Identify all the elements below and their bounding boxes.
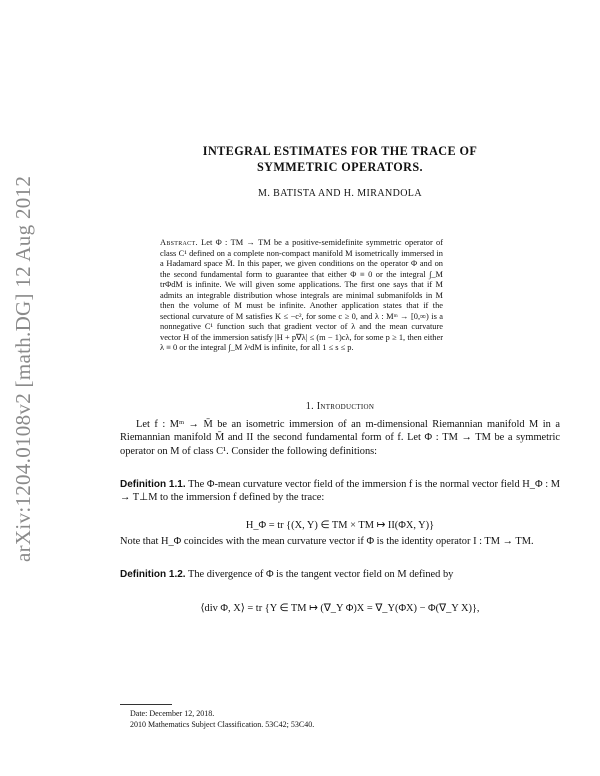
section-title: Introduction — [316, 401, 375, 412]
definition-1-1 — [120, 478, 560, 505]
footnote-divider — [120, 704, 172, 705]
section-heading-introduction — [120, 401, 560, 412]
definition-1-2-text: The divergence of Φ is the tangent vector field on M defined by — [187, 569, 454, 580]
section-number: 1. — [305, 401, 314, 412]
definition-1-2-label: Definition 1.2. — [120, 569, 186, 580]
definition-1-1-text: The Φ-mean curvature vector field of the immersion f is the normal vector field H_Φ : M → T⊥M to the immersion f defined by the trace: — [120, 479, 560, 504]
equation-h-phi: H_Φ = tr {(X, Y) ∈ TM × TM ↦ II(ΦX, Y)} — [245, 520, 435, 531]
intro-paragraph-block — [120, 418, 560, 458]
paper-title — [120, 143, 560, 175]
arxiv-identifier: arXiv:1204.0108v2 [math.DG] 12 Aug 2012 — [11, 175, 35, 562]
abstract — [160, 238, 443, 354]
definition-1-1-label: Definition 1.1. — [120, 479, 186, 490]
intro-paragraph: Let f : Mᵐ → M̄ be an isometric immersion of an m-dimensional Riemannian manifold M in a Riemannian manifold M̄ and II the second fundamental form of f. Let Φ : TM → TM be a symmetric operator on M of class C¹. Consider the following definitions: — [120, 419, 560, 457]
authors: M. BATISTA AND H. MIRANDOLA — [258, 188, 422, 199]
definition-1-2 — [120, 568, 560, 581]
equation-div-phi: ⟨div Φ, X⟩ = tr {Y ∈ TM ↦ (∇_Y Φ)X = ∇_Y(ΦX) − Φ(∇_Y X)}, — [200, 603, 480, 614]
title-line-2: SYMMETRIC OPERATORS. — [256, 160, 423, 174]
footnotes — [120, 709, 560, 730]
abstract-text: Let Φ : TM → TM be a positive-semidefinite symmetric operator of class C¹ defined on a complete non-compact manifold M isometrically immersed in a Hadamard space M̄. In this paper, we given conditions on the operator Φ and on the second fundamental form to guarantee that either Φ ≡ 0 or the integral ∫_M trΦdM is infinite. We will given some applications. The first one says that if M admits an integrable distribution whose integrals are minimal submanifolds in M then the volume of M must be infinite. Another application states that if the sectional curvature of M satisfies K ≤ −c², for some c ≥ 0, and λ : Mᵐ → [0,∞) is a nonnegative C¹ function such that gradient vector of λ and the mean curvature vector H of the immersion satisfy |H + p∇λ| ≤ (m − 1)cλ, for some p ≥ 1, then either λ ≡ 0 or the integral ∫_M λˢdM is infinite, for all 1 ≤ s ≤ p. — [160, 238, 444, 353]
definition-1-1-remark-block — [120, 535, 560, 548]
footnote-date: Date: December 12, 2018. — [130, 709, 215, 718]
abstract-heading: Abstract. — [160, 238, 198, 247]
title-line-1: INTEGRAL ESTIMATES FOR THE TRACE OF — [202, 144, 478, 158]
footnote-msc: 2010 Mathematics Subject Classification. 53C42; 53C40. — [130, 719, 315, 729]
definition-1-1-remark: Note that H_Φ coincides with the mean curvature vector if Φ is the identity operator I : TM → TM. — [120, 536, 534, 547]
